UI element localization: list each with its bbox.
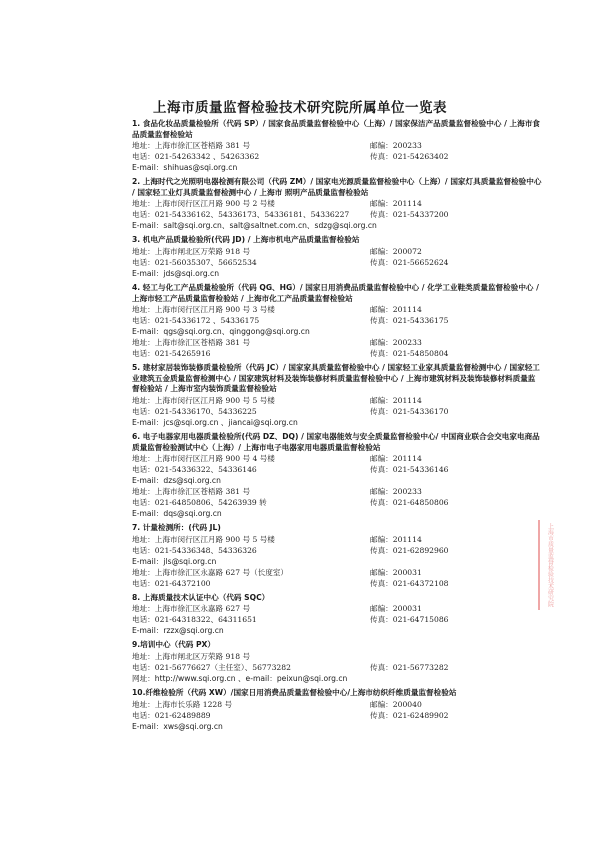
contact-line bbox=[132, 508, 542, 519]
contact-detail: 地址：上海市闵行区江月路 900 号 5 号楼 bbox=[132, 395, 275, 405]
contact-line bbox=[132, 395, 542, 406]
contact-detail: 电话：021-56035307、56652534 bbox=[132, 257, 257, 267]
contact-detail-right: 邮编：201114 bbox=[370, 395, 422, 405]
contact-line bbox=[132, 348, 542, 359]
contact-detail: 地址：上海市徐汇区苍梧路 381 号 bbox=[132, 338, 251, 348]
unit-entry bbox=[132, 432, 542, 519]
contact-detail-right: 邮编：201114 bbox=[370, 199, 422, 209]
contact-line bbox=[132, 162, 542, 173]
contact-line bbox=[132, 315, 542, 326]
contact-detail-right: 邮编：200040 bbox=[370, 699, 422, 709]
contact-line bbox=[132, 475, 542, 486]
contact-line bbox=[132, 337, 542, 348]
contact-line bbox=[132, 699, 542, 710]
contact-line bbox=[132, 326, 542, 337]
contact-line bbox=[132, 614, 542, 625]
contact-detail-right: 传真：021-64715086 bbox=[370, 615, 449, 625]
page-title: 上海市质量监督检验技术研究院所属单位一览表 bbox=[153, 100, 447, 116]
contact-detail: E-mail：dzs@sqi.org.cn bbox=[132, 476, 221, 486]
contact-detail: 地址：上海市闵行区江月路 900 号 2 号楼 bbox=[132, 199, 275, 209]
contact-detail: 电话：021-54336172 、54336175 bbox=[132, 316, 260, 326]
contact-line bbox=[132, 486, 542, 497]
unit-heading: 3. 机电产品质量检验所(代码 JD) / 上海市机电产品质量监督检验站 bbox=[132, 235, 360, 245]
unit-entry bbox=[132, 119, 542, 173]
unit-entry bbox=[132, 523, 542, 589]
contact-detail: E-mail：dqs@sqi.org.cn bbox=[132, 509, 222, 519]
contact-line bbox=[132, 257, 542, 268]
contact-line bbox=[132, 268, 542, 279]
contact-line bbox=[132, 651, 542, 662]
unit-heading: 2. 上海时代之光照明电器检测有限公司（代码 ZM）/ 国家电光源质量监督检验中心（上海）/ 国家灯具质量监督检验中心 / 国家轻工业灯具质量监督检测中心 / 上海市 照明产品质量监督检验站 bbox=[132, 177, 542, 197]
contact-line bbox=[132, 545, 542, 556]
contact-detail-right: 传真：021-54336175 bbox=[370, 316, 449, 326]
unit-heading: 7. 计量检测所：(代码 JL) bbox=[132, 523, 221, 533]
contact-line bbox=[132, 220, 542, 231]
contact-detail: 地址：上海市徐汇区苍梧路 381 号 bbox=[132, 487, 251, 497]
contact-detail: 地址：上海市闵行区江月路 900 号 5 号楼 bbox=[132, 534, 275, 544]
unit-entry bbox=[132, 177, 542, 231]
contact-detail: 地址：上海市徐汇区永嘉路 627 号（长度室） bbox=[132, 567, 289, 577]
contact-detail-right: 传真：021-56773282 bbox=[370, 662, 449, 672]
contact-detail: 电话：021-54336348、54336326 bbox=[132, 545, 257, 555]
contact-detail-right: 传真：021-54336170 bbox=[370, 406, 449, 416]
contact-line bbox=[132, 304, 542, 315]
unit-list bbox=[132, 119, 542, 736]
contact-line bbox=[132, 209, 542, 220]
contact-detail-right: 传真：021-56652624 bbox=[370, 257, 449, 267]
unit-entry bbox=[132, 688, 542, 732]
contact-line bbox=[132, 151, 542, 162]
contact-detail-right: 邮编：201114 bbox=[370, 305, 422, 315]
contact-detail: 电话：021-64850806、54263939 转 bbox=[132, 498, 267, 508]
contact-line bbox=[132, 417, 542, 428]
contact-line bbox=[132, 710, 542, 721]
contact-detail: E-mail：qgs@sqi.org.cn、qinggong@sqi.org.cn bbox=[132, 327, 310, 337]
contact-detail-right: 传真：021-62892960 bbox=[370, 545, 449, 555]
contact-line bbox=[132, 556, 542, 567]
unit-heading: 6. 电子电器家用电器质量检验所(代码 DZ、DQ) / 国家电器能效与安全质量监督检验中心/ 中国商业联合会交电家电商品质量监督检验测试中心（上海）/ 上海市电子电器家用电器质量监督检验站 bbox=[132, 431, 540, 452]
contact-detail: 电话：021-54336162、54336173、54336181、54336227 bbox=[132, 210, 350, 220]
contact-line bbox=[132, 673, 542, 684]
contact-detail: 地址：上海市闸北区万荣路 918 号 bbox=[132, 651, 251, 661]
unit-heading: 10.纤维检验所（代码 XW）/国家日用消费品质量监督检验中心/上海市纺织纤维质量监督检验站 bbox=[132, 687, 457, 697]
contact-detail-right: 传真：021-54337200 bbox=[370, 210, 449, 220]
contact-line bbox=[132, 198, 542, 209]
contact-line bbox=[132, 406, 542, 417]
contact-detail: 地址：上海市徐汇区苍梧路 381 号 bbox=[132, 141, 251, 151]
unit-heading: 1. 食品化妆品质量检验所（代码 SP）/ 国家食品质量监督检验中心（上海）/ 国家保洁产品质量监督检验中心 / 上海市食品质量监督检验站 bbox=[132, 119, 540, 139]
contact-detail: E-mail：xws@sqi.org.cn bbox=[132, 721, 223, 731]
contact-detail: 电话：021-64318322、64311651 bbox=[132, 615, 257, 625]
contact-detail-right: 传真：021-64850806 bbox=[370, 498, 449, 508]
contact-detail: 电话：021-54263342 、54263362 bbox=[132, 152, 260, 162]
contact-line bbox=[132, 453, 542, 464]
contact-detail: 地址：上海市闵行区江月路 900 号 3 号楼 bbox=[132, 305, 275, 315]
contact-detail-right: 传真：021-62489902 bbox=[370, 710, 449, 720]
contact-detail: E-mail：salt@sqi.org.cn、salt@saltnet.com.cn、sdzg@sqi.org.cn bbox=[132, 221, 377, 231]
contact-detail: 电话：021-54336170、54336225 bbox=[132, 406, 257, 416]
contact-detail: 地址：上海市闸北区万荣路 918 号 bbox=[132, 246, 251, 256]
contact-detail: 地址：上海市闵行区江月路 900 号 4 号楼 bbox=[132, 454, 275, 464]
contact-detail-right: 传真：021-54850804 bbox=[370, 349, 449, 359]
contact-line bbox=[132, 721, 542, 732]
contact-detail: E-mail：shihuas@sqi.org.cn bbox=[132, 163, 238, 173]
contact-detail: E-mail：jds@sqi.org.cn bbox=[132, 268, 220, 278]
contact-detail: E-mail：jls@sqi.org.cn bbox=[132, 556, 217, 566]
contact-line bbox=[132, 464, 542, 475]
unit-entry bbox=[132, 283, 542, 359]
contact-detail-right: 传真：021-54336146 bbox=[370, 465, 449, 475]
contact-detail: 电话：021-56776627（主任室）、56773282 bbox=[132, 662, 291, 672]
contact-line bbox=[132, 625, 542, 636]
contact-line bbox=[132, 534, 542, 545]
contact-detail-right: 邮编：200233 bbox=[370, 141, 422, 151]
red-stamp-seal: 上海市质量监督检验技术研究院 bbox=[538, 520, 560, 610]
unit-heading: 4. 轻工与化工产品质量检验所（代码 QG、HG）/ 国家日用消费品质量监督检验中心 / 化学工业鞋类质量监督检验中心 / 上海市轻工产品质量监督检验站 / 上海市化工产品质量监督检验站 bbox=[132, 282, 539, 303]
contact-detail: 电话：021-64372100 bbox=[132, 578, 211, 588]
contact-detail: E-mail：jcs@sqi.org.cn 、jiancai@sqi.org.cn bbox=[132, 417, 298, 427]
contact-detail: E-mail：rzzx@sqi.org.cn bbox=[132, 626, 224, 636]
contact-detail-right: 邮编：201114 bbox=[370, 454, 422, 464]
contact-line bbox=[132, 578, 542, 589]
unit-heading: 5. 建材家居装饰装修质量检验所（代码 JC）/ 国家家具质量监督检验中心 / 国家轻工业家具质量监督检测中心 / 国家轻工业建筑五金质量监督检测中心 / 国家建筑材料及装饰装修材料质量监督检验中心 / 上海市建筑材料及装饰装修材料质量监督检验站 / 上海市室内装饰质量监督检验站 bbox=[132, 363, 540, 394]
contact-detail-right: 邮编：200031 bbox=[370, 567, 422, 577]
contact-line bbox=[132, 603, 542, 614]
contact-line bbox=[132, 662, 542, 673]
unit-entry bbox=[132, 363, 542, 428]
contact-detail-right: 传真：021-54263402 bbox=[370, 152, 449, 162]
unit-entry bbox=[132, 593, 542, 637]
contact-line bbox=[132, 140, 542, 151]
contact-detail: 电话：021-54265916 bbox=[132, 349, 211, 359]
contact-line bbox=[132, 567, 542, 578]
unit-heading: 9.培训中心（代码 PX） bbox=[132, 640, 215, 650]
contact-detail-right: 邮编：200233 bbox=[370, 487, 422, 497]
contact-line bbox=[132, 497, 542, 508]
unit-entry bbox=[132, 640, 542, 684]
contact-detail-right: 邮编：200031 bbox=[370, 604, 422, 614]
contact-detail: 电话：021-62489889 bbox=[132, 710, 211, 720]
contact-detail-right: 传真：021-64372108 bbox=[370, 578, 449, 588]
contact-detail-right: 邮编：200072 bbox=[370, 246, 422, 256]
contact-detail: 地址：上海市徐汇区永嘉路 627 号 bbox=[132, 604, 251, 614]
contact-line bbox=[132, 246, 542, 257]
unit-entry bbox=[132, 235, 542, 279]
contact-detail: 地址：上海市长乐路 1228 号 bbox=[132, 699, 233, 709]
contact-detail: 电话：021-54336322、54336146 bbox=[132, 465, 257, 475]
unit-heading: 8. 上海质量技术认证中心（代码 SQC） bbox=[132, 592, 270, 602]
contact-detail-right: 邮编：201114 bbox=[370, 534, 422, 544]
contact-detail: 网址：http://www.sqi.org.cn 、e-mail：peixun@sqi.org.cn bbox=[132, 673, 348, 683]
contact-detail-right: 邮编：200233 bbox=[370, 338, 422, 348]
